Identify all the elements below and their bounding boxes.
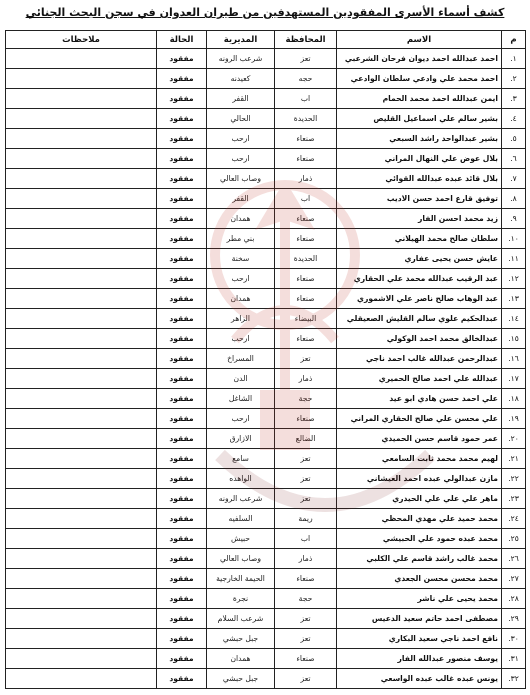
row-number: ١.	[502, 49, 526, 69]
row-number: ٣١.	[502, 649, 526, 669]
row-number: ١٠.	[502, 229, 526, 249]
row-governorate: صنعاء	[275, 149, 337, 169]
row-district: ارحب	[207, 129, 275, 149]
row-notes	[6, 509, 157, 529]
table-row	[6, 329, 526, 349]
table-row	[6, 429, 526, 449]
row-district: همدان	[207, 289, 275, 309]
row-name: بشير سالم علي اسماعيل القليص	[337, 109, 502, 129]
header-number: م	[502, 31, 526, 49]
row-governorate: صنعاء	[275, 129, 337, 149]
row-name: محمد حميد علي مهدي المحظي	[337, 509, 502, 529]
row-number: ٢٣.	[502, 489, 526, 509]
row-district: وصاب العالي	[207, 549, 275, 569]
row-governorate: صنعاء	[275, 289, 337, 309]
row-governorate: اب	[275, 529, 337, 549]
row-status: مفقود	[157, 69, 207, 89]
row-district: سامع	[207, 449, 275, 469]
row-district: ارحب	[207, 269, 275, 289]
page-title: كشف أسماء الأسرى المفقودين المستهدفين من طيران العدوان في سجن البحث الجنائي	[25, 6, 505, 19]
table-row	[6, 669, 526, 689]
table-row	[6, 609, 526, 629]
row-status: مفقود	[157, 669, 207, 689]
row-notes	[6, 629, 157, 649]
row-governorate: تعز	[275, 489, 337, 509]
row-notes	[6, 409, 157, 429]
table-row	[6, 189, 526, 209]
row-governorate: تعز	[275, 469, 337, 489]
row-notes	[6, 129, 157, 149]
row-district: سخنة	[207, 249, 275, 269]
row-number: ٣٢.	[502, 669, 526, 689]
row-district: جبل حبشي	[207, 629, 275, 649]
row-status: مفقود	[157, 389, 207, 409]
row-status: مفقود	[157, 49, 207, 69]
row-number: ١٦.	[502, 349, 526, 369]
row-notes	[6, 389, 157, 409]
row-status: مفقود	[157, 109, 207, 129]
row-district: ارحب	[207, 409, 275, 429]
row-name: توفيق قارع احمد حسن الاديب	[337, 189, 502, 209]
row-number: ٦.	[502, 149, 526, 169]
row-status: مفقود	[157, 149, 207, 169]
table-row	[6, 649, 526, 669]
row-number: ٣٠.	[502, 629, 526, 649]
table-row	[6, 469, 526, 489]
row-number: ٥.	[502, 129, 526, 149]
table-row	[6, 389, 526, 409]
row-number: ٢٧.	[502, 569, 526, 589]
row-status: مفقود	[157, 129, 207, 149]
table-row	[6, 369, 526, 389]
row-number: ١٢.	[502, 269, 526, 289]
table-row	[6, 89, 526, 109]
row-status: مفقود	[157, 529, 207, 549]
row-number: ٤.	[502, 109, 526, 129]
row-name: عايش حسن يحيى عفاري	[337, 249, 502, 269]
row-governorate: صنعاء	[275, 229, 337, 249]
row-district: ارحب	[207, 329, 275, 349]
table-row	[6, 169, 526, 189]
header-district: المديرية	[207, 31, 275, 49]
row-district: همدان	[207, 209, 275, 229]
row-number: ٨.	[502, 189, 526, 209]
row-name: ايمن عبدالله احمد محمد الحمام	[337, 89, 502, 109]
table-row	[6, 349, 526, 369]
row-name: يوسف منصور عبدالله الفار	[337, 649, 502, 669]
row-status: مفقود	[157, 489, 207, 509]
row-notes	[6, 189, 157, 209]
row-notes	[6, 529, 157, 549]
row-status: مفقود	[157, 189, 207, 209]
row-notes	[6, 569, 157, 589]
row-status: مفقود	[157, 629, 207, 649]
row-number: ١٣.	[502, 289, 526, 309]
row-number: ٢٩.	[502, 609, 526, 629]
row-notes	[6, 69, 157, 89]
row-status: مفقود	[157, 229, 207, 249]
table-row	[6, 589, 526, 609]
row-status: مفقود	[157, 289, 207, 309]
table-row	[6, 549, 526, 569]
row-number: ٢٢.	[502, 469, 526, 489]
row-status: مفقود	[157, 249, 207, 269]
row-district: الحيمة الخارجية	[207, 569, 275, 589]
row-notes	[6, 429, 157, 449]
row-name: زيد محمد احسن الفار	[337, 209, 502, 229]
row-name: احمد محمد علي وادعي سلطان الوادعي	[337, 69, 502, 89]
row-name: ماهر علي علي علي الحيدري	[337, 489, 502, 509]
row-governorate: حجة	[275, 389, 337, 409]
row-district: الواهده	[207, 469, 275, 489]
table-row	[6, 69, 526, 89]
row-name: لهيم محمد محمد ثابت السامعي	[337, 449, 502, 469]
row-governorate: ذمار	[275, 169, 337, 189]
row-status: مفقود	[157, 209, 207, 229]
table-row	[6, 509, 526, 529]
row-name: بلال عوض علي النهال المراني	[337, 149, 502, 169]
row-governorate: البيضاء	[275, 309, 337, 329]
row-governorate: صنعاء	[275, 209, 337, 229]
row-number: ٩.	[502, 209, 526, 229]
row-status: مفقود	[157, 649, 207, 669]
row-name: احمد عبدالله احمد ديوان فرحان الشرعبي	[337, 49, 502, 69]
row-notes	[6, 209, 157, 229]
row-number: ٧.	[502, 169, 526, 189]
row-notes	[6, 349, 157, 369]
row-status: مفقود	[157, 89, 207, 109]
row-status: مفقود	[157, 409, 207, 429]
row-district: نجرة	[207, 589, 275, 609]
table-row	[6, 149, 526, 169]
row-name: عبدالله علي احمد صالح الحميري	[337, 369, 502, 389]
row-notes	[6, 169, 157, 189]
row-name: علي محسن علي صالح الحقاري المراني	[337, 409, 502, 429]
row-name: محمد يحيى علي ناشر	[337, 589, 502, 609]
row-notes	[6, 649, 157, 669]
row-district: الزاهر	[207, 309, 275, 329]
row-district: الشاغل	[207, 389, 275, 409]
row-name: عمر حمود قاسم حسن الحميدي	[337, 429, 502, 449]
row-district: همدان	[207, 649, 275, 669]
row-number: ٣.	[502, 89, 526, 109]
row-number: ١٩.	[502, 409, 526, 429]
row-governorate: صنعاء	[275, 269, 337, 289]
row-notes	[6, 669, 157, 689]
row-status: مفقود	[157, 609, 207, 629]
row-notes	[6, 229, 157, 249]
row-district: ارحب	[207, 149, 275, 169]
row-name: عبدالرحمن عبدالله غالب احمد ناجي	[337, 349, 502, 369]
row-name: مازن عبدالولي عبده احمد العيشاني	[337, 469, 502, 489]
row-name: يونس عبده غالب عبده الواسعي	[337, 669, 502, 689]
row-notes	[6, 609, 157, 629]
row-status: مفقود	[157, 369, 207, 389]
row-governorate: ذمار	[275, 369, 337, 389]
table-row	[6, 249, 526, 269]
table-row	[6, 109, 526, 129]
row-number: ٢٨.	[502, 589, 526, 609]
row-notes	[6, 89, 157, 109]
row-status: مفقود	[157, 329, 207, 349]
row-governorate: صنعاء	[275, 329, 337, 349]
table-row	[6, 129, 526, 149]
row-name: عبدالحكيم علوي سالم القليش الصعيقلي	[337, 309, 502, 329]
table-row	[6, 629, 526, 649]
table-row	[6, 449, 526, 469]
row-number: ١٥.	[502, 329, 526, 349]
row-status: مفقود	[157, 309, 207, 329]
row-name: بلال قائد عبده عبدالله القوائي	[337, 169, 502, 189]
row-district: شرعب الرونه	[207, 489, 275, 509]
row-district: المسراخ	[207, 349, 275, 369]
row-name: نافع احمد ناجي سعيد البكاري	[337, 629, 502, 649]
row-name: بشير عبدالواحد راشد السبعي	[337, 129, 502, 149]
row-district: حبيش	[207, 529, 275, 549]
row-notes	[6, 249, 157, 269]
table-header-row	[6, 31, 526, 49]
row-governorate: حجة	[275, 589, 337, 609]
row-governorate: تعز	[275, 669, 337, 689]
row-status: مفقود	[157, 509, 207, 529]
row-governorate: ريمة	[275, 509, 337, 529]
header-governorate: المحافظة	[275, 31, 337, 49]
row-status: مفقود	[157, 549, 207, 569]
row-status: مفقود	[157, 169, 207, 189]
row-notes	[6, 489, 157, 509]
table-row	[6, 49, 526, 69]
row-number: ١٤.	[502, 309, 526, 329]
row-governorate: حجه	[275, 69, 337, 89]
row-number: ١٨.	[502, 389, 526, 409]
row-governorate: ذمار	[275, 549, 337, 569]
row-district: السلفيه	[207, 509, 275, 529]
row-notes	[6, 329, 157, 349]
row-number: ١١.	[502, 249, 526, 269]
table-row	[6, 269, 526, 289]
row-status: مفقود	[157, 429, 207, 449]
row-governorate: صنعاء	[275, 569, 337, 589]
row-district: القفر	[207, 89, 275, 109]
row-notes	[6, 49, 157, 69]
row-governorate: تعز	[275, 629, 337, 649]
table-row	[6, 569, 526, 589]
row-district: وصاب العالي	[207, 169, 275, 189]
row-name: محمد محسن محسن الجعدي	[337, 569, 502, 589]
row-notes	[6, 309, 157, 329]
row-governorate: تعز	[275, 449, 337, 469]
row-district: القفر	[207, 189, 275, 209]
table-row	[6, 229, 526, 249]
header-status: الحالة	[157, 31, 207, 49]
row-governorate: صنعاء	[275, 409, 337, 429]
row-notes	[6, 589, 157, 609]
row-notes	[6, 549, 157, 569]
row-name: سلطان صالح محمد الهيلاني	[337, 229, 502, 249]
row-number: ٢٥.	[502, 529, 526, 549]
row-name: مصطفى احمد حاتم سعيد الدعيس	[337, 609, 502, 629]
row-number: ٢٠.	[502, 429, 526, 449]
row-status: مفقود	[157, 469, 207, 489]
row-notes	[6, 269, 157, 289]
row-district: بني مطر	[207, 229, 275, 249]
row-status: مفقود	[157, 449, 207, 469]
row-name: محمد غالب راشد قاسم علي الكلبي	[337, 549, 502, 569]
row-governorate: الحديدة	[275, 109, 337, 129]
row-notes	[6, 449, 157, 469]
row-district: جبل حبشي	[207, 669, 275, 689]
row-number: ٢٦.	[502, 549, 526, 569]
row-name: عبد الوهاب صالح ناصر علي الاشموري	[337, 289, 502, 309]
row-district: شرعب الرونه	[207, 49, 275, 69]
row-district: شرعب السلام	[207, 609, 275, 629]
row-status: مفقود	[157, 569, 207, 589]
row-notes	[6, 109, 157, 129]
table-row	[6, 489, 526, 509]
header-notes: ملاحظات	[6, 31, 157, 49]
row-governorate: تعز	[275, 49, 337, 69]
row-number: ٢٤.	[502, 509, 526, 529]
table-row	[6, 529, 526, 549]
row-governorate: صنعاء	[275, 649, 337, 669]
row-district: كعيدنه	[207, 69, 275, 89]
row-governorate: الضالع	[275, 429, 337, 449]
row-governorate: تعز	[275, 349, 337, 369]
row-name: علي احمد حسن هادي ابو عيد	[337, 389, 502, 409]
row-governorate: الحديدة	[275, 249, 337, 269]
row-number: ٢.	[502, 69, 526, 89]
row-status: مفقود	[157, 589, 207, 609]
row-district: الحالي	[207, 109, 275, 129]
row-governorate: اب	[275, 89, 337, 109]
table-row	[6, 309, 526, 329]
row-name: عبد الرقيب عبدالله محمد علي الحقاري	[337, 269, 502, 289]
row-notes	[6, 369, 157, 389]
table-row	[6, 409, 526, 429]
table-row	[6, 209, 526, 229]
row-district: الدن	[207, 369, 275, 389]
row-district: الازارق	[207, 429, 275, 449]
row-notes	[6, 149, 157, 169]
row-notes	[6, 289, 157, 309]
row-status: مفقود	[157, 269, 207, 289]
prisoners-table	[5, 30, 526, 689]
row-number: ١٧.	[502, 369, 526, 389]
row-notes	[6, 469, 157, 489]
row-governorate: اب	[275, 189, 337, 209]
table-row	[6, 289, 526, 309]
row-name: محمد عبده حمود علي الحبيشي	[337, 529, 502, 549]
row-status: مفقود	[157, 349, 207, 369]
row-number: ٢١.	[502, 449, 526, 469]
row-governorate: تعز	[275, 609, 337, 629]
row-name: عبدالخالق محمد احمد الوكولي	[337, 329, 502, 349]
header-name: الاسم	[337, 31, 502, 49]
